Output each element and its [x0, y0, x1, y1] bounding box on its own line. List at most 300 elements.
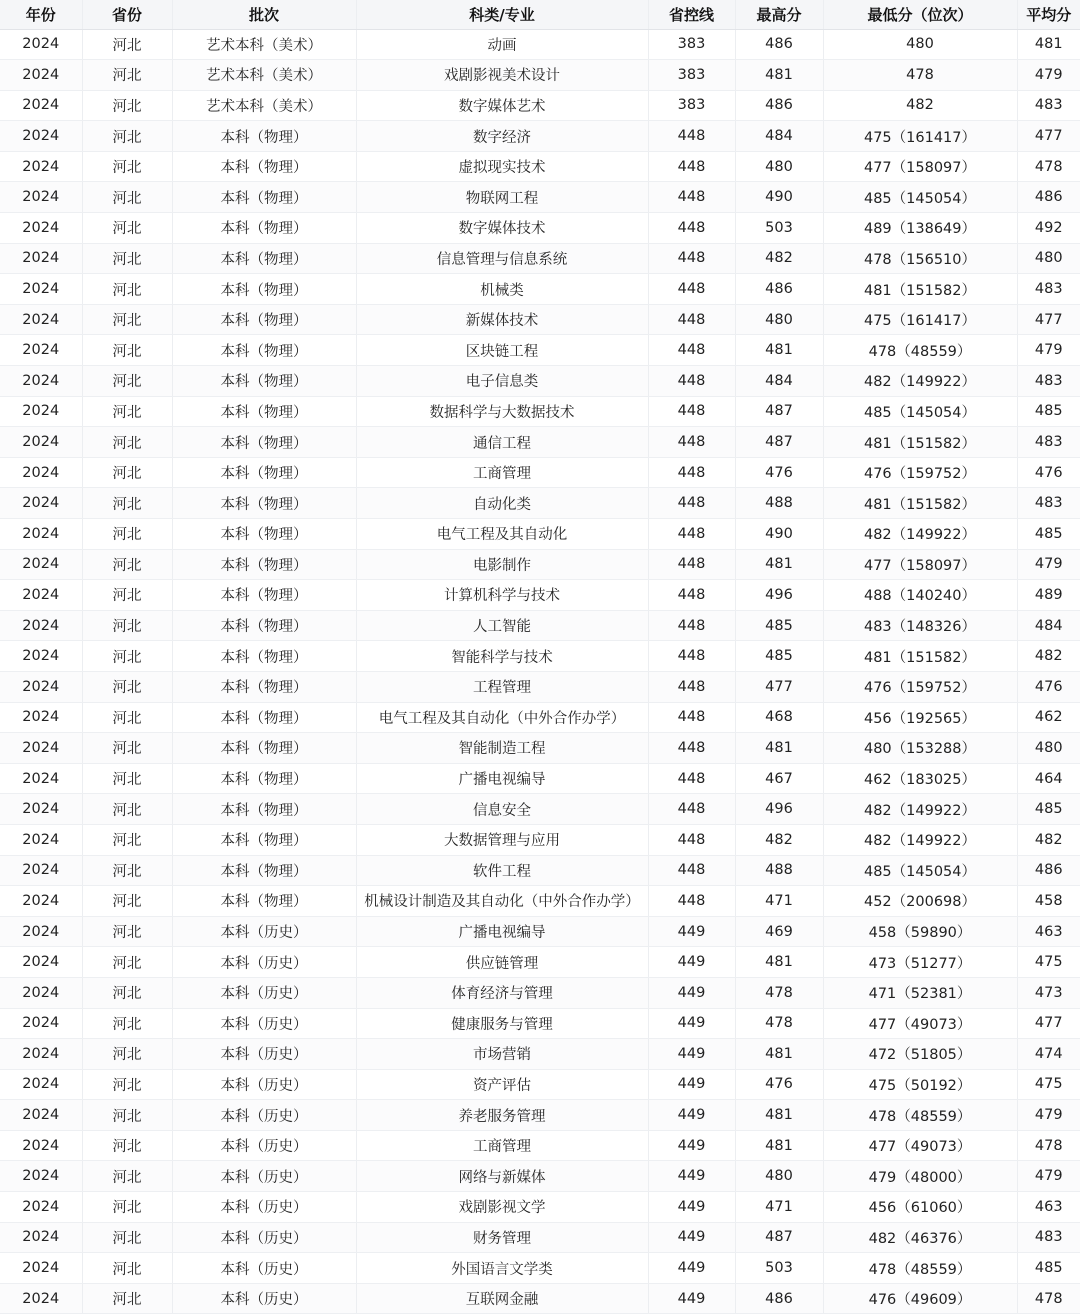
table-row [0, 610, 1080, 641]
table-row [0, 1253, 1080, 1284]
table-row [0, 763, 1080, 794]
cell-major: 人工智能 [356, 610, 648, 641]
table-row [0, 977, 1080, 1008]
table-row [0, 151, 1080, 182]
header-major: 科类/专业 [356, 0, 648, 29]
cell-batch: 本科（物理） [172, 886, 356, 917]
cell-batch: 本科（物理） [172, 335, 356, 366]
cell-year: 2024 [0, 671, 82, 702]
cell-min-score-rank: 481（151582） [823, 274, 1017, 305]
cell-year: 2024 [0, 121, 82, 152]
cell-max-score: 480 [735, 151, 823, 182]
cell-max-score: 486 [735, 274, 823, 305]
cell-average-score: 478 [1017, 1283, 1080, 1314]
cell-province: 河北 [82, 794, 172, 825]
cell-average-score: 483 [1017, 366, 1080, 397]
cell-min-score-rank: 477（49073） [823, 1008, 1017, 1039]
cell-major: 自动化类 [356, 488, 648, 519]
cell-batch: 本科（物理） [172, 243, 356, 274]
table-row [0, 396, 1080, 427]
cell-max-score: 480 [735, 304, 823, 335]
cell-province: 河北 [82, 366, 172, 397]
cell-year: 2024 [0, 488, 82, 519]
cell-batch: 本科（历史） [172, 1283, 356, 1314]
cell-control-line: 448 [648, 641, 735, 672]
cell-province: 河北 [82, 1161, 172, 1192]
cell-control-line: 448 [648, 427, 735, 458]
cell-control-line: 449 [648, 916, 735, 947]
cell-province: 河北 [82, 151, 172, 182]
cell-average-score: 477 [1017, 121, 1080, 152]
cell-average-score: 462 [1017, 702, 1080, 733]
cell-average-score: 483 [1017, 274, 1080, 305]
cell-average-score: 481 [1017, 29, 1080, 60]
table-row [0, 641, 1080, 672]
cell-province: 河北 [82, 90, 172, 121]
cell-control-line: 448 [648, 824, 735, 855]
cell-average-score: 486 [1017, 855, 1080, 886]
cell-batch: 本科（历史） [172, 916, 356, 947]
cell-max-score: 482 [735, 243, 823, 274]
cell-year: 2024 [0, 1069, 82, 1100]
cell-min-score-rank: 452（200698） [823, 886, 1017, 917]
cell-control-line: 448 [648, 335, 735, 366]
table-row [0, 1192, 1080, 1223]
cell-max-score: 471 [735, 886, 823, 917]
cell-batch: 本科（历史） [172, 1192, 356, 1223]
cell-control-line: 449 [648, 1069, 735, 1100]
cell-max-score: 487 [735, 396, 823, 427]
cell-year: 2024 [0, 60, 82, 91]
cell-province: 河北 [82, 671, 172, 702]
cell-control-line: 383 [648, 60, 735, 91]
cell-min-score-rank: 478（48559） [823, 335, 1017, 366]
cell-average-score: 463 [1017, 916, 1080, 947]
cell-year: 2024 [0, 702, 82, 733]
cell-major: 软件工程 [356, 855, 648, 886]
cell-batch: 本科（历史） [172, 947, 356, 978]
cell-max-score: 476 [735, 1069, 823, 1100]
header-province: 省份 [82, 0, 172, 29]
cell-min-score-rank: 476（159752） [823, 671, 1017, 702]
table-row [0, 886, 1080, 917]
cell-max-score: 487 [735, 427, 823, 458]
cell-average-score: 485 [1017, 396, 1080, 427]
cell-average-score: 483 [1017, 90, 1080, 121]
cell-batch: 本科（物理） [172, 763, 356, 794]
cell-batch: 本科（历史） [172, 977, 356, 1008]
cell-max-score: 484 [735, 121, 823, 152]
cell-province: 河北 [82, 610, 172, 641]
cell-province: 河北 [82, 824, 172, 855]
cell-average-score: 486 [1017, 182, 1080, 213]
cell-min-score-rank: 488（140240） [823, 580, 1017, 611]
cell-province: 河北 [82, 580, 172, 611]
cell-batch: 本科（物理） [172, 519, 356, 550]
cell-min-score-rank: 478 [823, 60, 1017, 91]
cell-province: 河北 [82, 1069, 172, 1100]
cell-batch: 本科（历史） [172, 1100, 356, 1131]
cell-min-score-rank: 477（158097） [823, 549, 1017, 580]
cell-average-score: 477 [1017, 1008, 1080, 1039]
table-row [0, 427, 1080, 458]
cell-major: 外国语言文学类 [356, 1253, 648, 1284]
cell-batch: 本科（物理） [172, 121, 356, 152]
cell-max-score: 478 [735, 1008, 823, 1039]
cell-min-score-rank: 482（149922） [823, 366, 1017, 397]
cell-major: 健康服务与管理 [356, 1008, 648, 1039]
cell-province: 河北 [82, 304, 172, 335]
cell-batch: 本科（物理） [172, 182, 356, 213]
cell-province: 河北 [82, 182, 172, 213]
table-header-row [0, 0, 1080, 29]
table-row [0, 304, 1080, 335]
cell-batch: 本科（物理） [172, 304, 356, 335]
cell-average-score: 482 [1017, 641, 1080, 672]
cell-batch: 本科（物理） [172, 151, 356, 182]
cell-min-score-rank: 482（149922） [823, 794, 1017, 825]
cell-batch: 艺术本科（美术） [172, 90, 356, 121]
cell-batch: 本科（历史） [172, 1222, 356, 1253]
cell-control-line: 448 [648, 886, 735, 917]
header-min-score-rank: 最低分（位次） [823, 0, 1017, 29]
cell-max-score: 481 [735, 549, 823, 580]
cell-batch: 本科（历史） [172, 1039, 356, 1070]
cell-min-score-rank: 456（61060） [823, 1192, 1017, 1223]
table-row [0, 243, 1080, 274]
cell-min-score-rank: 462（183025） [823, 763, 1017, 794]
cell-min-score-rank: 456（192565） [823, 702, 1017, 733]
table-row [0, 121, 1080, 152]
cell-average-score: 476 [1017, 671, 1080, 702]
cell-control-line: 448 [648, 457, 735, 488]
cell-max-score: 481 [735, 60, 823, 91]
cell-max-score: 487 [735, 1222, 823, 1253]
cell-min-score-rank: 480 [823, 29, 1017, 60]
table-row [0, 1222, 1080, 1253]
cell-province: 河北 [82, 916, 172, 947]
cell-min-score-rank: 481（151582） [823, 427, 1017, 458]
cell-average-score: 474 [1017, 1039, 1080, 1070]
cell-average-score: 485 [1017, 519, 1080, 550]
table-row [0, 1069, 1080, 1100]
cell-major: 大数据管理与应用 [356, 824, 648, 855]
cell-average-score: 485 [1017, 794, 1080, 825]
cell-max-score: 481 [735, 733, 823, 764]
cell-year: 2024 [0, 947, 82, 978]
cell-batch: 艺术本科（美术） [172, 60, 356, 91]
table-row [0, 916, 1080, 947]
cell-province: 河北 [82, 549, 172, 580]
cell-province: 河北 [82, 457, 172, 488]
cell-max-score: 490 [735, 182, 823, 213]
cell-min-score-rank: 485（145054） [823, 182, 1017, 213]
cell-average-score: 479 [1017, 1161, 1080, 1192]
cell-year: 2024 [0, 916, 82, 947]
table-row [0, 60, 1080, 91]
cell-min-score-rank: 489（138649） [823, 213, 1017, 244]
cell-province: 河北 [82, 886, 172, 917]
cell-year: 2024 [0, 90, 82, 121]
cell-max-score: 488 [735, 488, 823, 519]
table-row [0, 1039, 1080, 1070]
cell-max-score: 481 [735, 335, 823, 366]
cell-control-line: 383 [648, 29, 735, 60]
cell-year: 2024 [0, 1100, 82, 1131]
cell-province: 河北 [82, 947, 172, 978]
cell-year: 2024 [0, 610, 82, 641]
cell-batch: 本科（历史） [172, 1069, 356, 1100]
cell-batch: 本科（物理） [172, 824, 356, 855]
cell-max-score: 467 [735, 763, 823, 794]
cell-max-score: 476 [735, 457, 823, 488]
cell-major: 养老服务管理 [356, 1100, 648, 1131]
cell-min-score-rank: 478（156510） [823, 243, 1017, 274]
cell-batch: 本科（物理） [172, 396, 356, 427]
header-max-score: 最高分 [735, 0, 823, 29]
cell-year: 2024 [0, 396, 82, 427]
cell-batch: 本科（物理） [172, 702, 356, 733]
cell-min-score-rank: 482 [823, 90, 1017, 121]
cell-province: 河北 [82, 1283, 172, 1314]
cell-year: 2024 [0, 824, 82, 855]
cell-max-score: 496 [735, 794, 823, 825]
cell-province: 河北 [82, 763, 172, 794]
cell-year: 2024 [0, 427, 82, 458]
cell-control-line: 448 [648, 671, 735, 702]
cell-year: 2024 [0, 274, 82, 305]
cell-control-line: 448 [648, 396, 735, 427]
cell-major: 信息安全 [356, 794, 648, 825]
cell-min-score-rank: 458（59890） [823, 916, 1017, 947]
cell-year: 2024 [0, 1253, 82, 1284]
cell-min-score-rank: 479（48000） [823, 1161, 1017, 1192]
cell-min-score-rank: 482（149922） [823, 519, 1017, 550]
cell-province: 河北 [82, 702, 172, 733]
cell-year: 2024 [0, 243, 82, 274]
cell-major: 电气工程及其自动化（中外合作办学） [356, 702, 648, 733]
table-row [0, 182, 1080, 213]
cell-control-line: 448 [648, 243, 735, 274]
cell-min-score-rank: 477（49073） [823, 1130, 1017, 1161]
cell-major: 计算机科学与技术 [356, 580, 648, 611]
cell-major: 电影制作 [356, 549, 648, 580]
cell-year: 2024 [0, 335, 82, 366]
table-row [0, 947, 1080, 978]
header-batch: 批次 [172, 0, 356, 29]
cell-control-line: 449 [648, 1161, 735, 1192]
cell-max-score: 481 [735, 1130, 823, 1161]
cell-control-line: 448 [648, 274, 735, 305]
cell-major: 互联网金融 [356, 1283, 648, 1314]
cell-max-score: 468 [735, 702, 823, 733]
cell-province: 河北 [82, 335, 172, 366]
cell-min-score-rank: 476（159752） [823, 457, 1017, 488]
cell-major: 智能制造工程 [356, 733, 648, 764]
cell-max-score: 488 [735, 855, 823, 886]
cell-control-line: 449 [648, 1222, 735, 1253]
cell-year: 2024 [0, 549, 82, 580]
cell-province: 河北 [82, 1130, 172, 1161]
cell-major: 工商管理 [356, 1130, 648, 1161]
cell-batch: 本科（物理） [172, 641, 356, 672]
table-row [0, 1283, 1080, 1314]
cell-control-line: 448 [648, 366, 735, 397]
cell-average-score: 463 [1017, 1192, 1080, 1223]
cell-control-line: 448 [648, 121, 735, 152]
cell-control-line: 449 [648, 1039, 735, 1070]
cell-min-score-rank: 476（49609） [823, 1283, 1017, 1314]
cell-control-line: 449 [648, 1192, 735, 1223]
cell-batch: 本科（物理） [172, 213, 356, 244]
cell-control-line: 448 [648, 213, 735, 244]
cell-max-score: 469 [735, 916, 823, 947]
table-row [0, 90, 1080, 121]
cell-batch: 本科（物理） [172, 488, 356, 519]
cell-province: 河北 [82, 29, 172, 60]
cell-control-line: 449 [648, 1100, 735, 1131]
cell-control-line: 448 [648, 519, 735, 550]
cell-max-score: 485 [735, 610, 823, 641]
cell-max-score: 486 [735, 29, 823, 60]
cell-max-score: 484 [735, 366, 823, 397]
cell-batch: 本科（物理） [172, 610, 356, 641]
cell-major: 智能科学与技术 [356, 641, 648, 672]
cell-control-line: 383 [648, 90, 735, 121]
cell-major: 物联网工程 [356, 182, 648, 213]
cell-major: 资产评估 [356, 1069, 648, 1100]
cell-major: 电子信息类 [356, 366, 648, 397]
cell-min-score-rank: 485（145054） [823, 855, 1017, 886]
cell-batch: 本科（物理） [172, 366, 356, 397]
cell-year: 2024 [0, 151, 82, 182]
cell-average-score: 492 [1017, 213, 1080, 244]
cell-max-score: 503 [735, 213, 823, 244]
cell-province: 河北 [82, 977, 172, 1008]
cell-major: 戏剧影视美术设计 [356, 60, 648, 91]
cell-province: 河北 [82, 427, 172, 458]
cell-batch: 本科（物理） [172, 457, 356, 488]
cell-year: 2024 [0, 29, 82, 60]
cell-province: 河北 [82, 60, 172, 91]
cell-max-score: 477 [735, 671, 823, 702]
cell-major: 广播电视编导 [356, 916, 648, 947]
cell-average-score: 479 [1017, 1100, 1080, 1131]
cell-batch: 本科（物理） [172, 671, 356, 702]
cell-max-score: 480 [735, 1161, 823, 1192]
cell-major: 信息管理与信息系统 [356, 243, 648, 274]
cell-average-score: 478 [1017, 151, 1080, 182]
cell-max-score: 481 [735, 1100, 823, 1131]
cell-major: 电气工程及其自动化 [356, 519, 648, 550]
cell-year: 2024 [0, 1283, 82, 1314]
cell-control-line: 448 [648, 549, 735, 580]
cell-max-score: 482 [735, 824, 823, 855]
cell-major: 工商管理 [356, 457, 648, 488]
cell-average-score: 489 [1017, 580, 1080, 611]
table-row [0, 213, 1080, 244]
cell-average-score: 477 [1017, 304, 1080, 335]
cell-control-line: 448 [648, 763, 735, 794]
cell-average-score: 483 [1017, 427, 1080, 458]
cell-year: 2024 [0, 1161, 82, 1192]
cell-min-score-rank: 471（52381） [823, 977, 1017, 1008]
table-row [0, 671, 1080, 702]
table-body [0, 29, 1080, 1314]
cell-province: 河北 [82, 855, 172, 886]
cell-max-score: 471 [735, 1192, 823, 1223]
cell-max-score: 486 [735, 1283, 823, 1314]
cell-batch: 本科（历史） [172, 1008, 356, 1039]
cell-average-score: 483 [1017, 488, 1080, 519]
cell-year: 2024 [0, 1192, 82, 1223]
cell-max-score: 503 [735, 1253, 823, 1284]
cell-year: 2024 [0, 1222, 82, 1253]
cell-batch: 本科（物理） [172, 855, 356, 886]
cell-max-score: 486 [735, 90, 823, 121]
cell-major: 市场营销 [356, 1039, 648, 1070]
table-row [0, 794, 1080, 825]
cell-control-line: 449 [648, 1253, 735, 1284]
cell-year: 2024 [0, 457, 82, 488]
cell-major: 新媒体技术 [356, 304, 648, 335]
cell-average-score: 475 [1017, 1069, 1080, 1100]
cell-min-score-rank: 478（48559） [823, 1100, 1017, 1131]
table-row [0, 733, 1080, 764]
cell-control-line: 448 [648, 151, 735, 182]
cell-province: 河北 [82, 1253, 172, 1284]
cell-average-score: 478 [1017, 1130, 1080, 1161]
cell-province: 河北 [82, 1192, 172, 1223]
cell-major: 工程管理 [356, 671, 648, 702]
cell-control-line: 449 [648, 977, 735, 1008]
header-year: 年份 [0, 0, 82, 29]
cell-average-score: 479 [1017, 335, 1080, 366]
cell-province: 河北 [82, 213, 172, 244]
cell-year: 2024 [0, 213, 82, 244]
cell-control-line: 449 [648, 1008, 735, 1039]
cell-min-score-rank: 481（151582） [823, 641, 1017, 672]
cell-min-score-rank: 477（158097） [823, 151, 1017, 182]
cell-major: 供应链管理 [356, 947, 648, 978]
cell-max-score: 496 [735, 580, 823, 611]
cell-year: 2024 [0, 1130, 82, 1161]
cell-max-score: 481 [735, 1039, 823, 1070]
cell-control-line: 448 [648, 855, 735, 886]
table-row [0, 1008, 1080, 1039]
table-row [0, 366, 1080, 397]
cell-major: 虚拟现实技术 [356, 151, 648, 182]
cell-year: 2024 [0, 855, 82, 886]
cell-year: 2024 [0, 580, 82, 611]
table-row [0, 274, 1080, 305]
cell-major: 数字经济 [356, 121, 648, 152]
cell-year: 2024 [0, 886, 82, 917]
cell-batch: 本科（历史） [172, 1161, 356, 1192]
cell-control-line: 448 [648, 610, 735, 641]
cell-major: 戏剧影视文学 [356, 1192, 648, 1223]
cell-batch: 本科（历史） [172, 1130, 356, 1161]
cell-province: 河北 [82, 274, 172, 305]
cell-control-line: 449 [648, 1130, 735, 1161]
cell-year: 2024 [0, 763, 82, 794]
cell-major: 体育经济与管理 [356, 977, 648, 1008]
cell-min-score-rank: 481（151582） [823, 488, 1017, 519]
cell-major: 广播电视编导 [356, 763, 648, 794]
cell-average-score: 479 [1017, 60, 1080, 91]
cell-year: 2024 [0, 1039, 82, 1070]
cell-average-score: 475 [1017, 947, 1080, 978]
